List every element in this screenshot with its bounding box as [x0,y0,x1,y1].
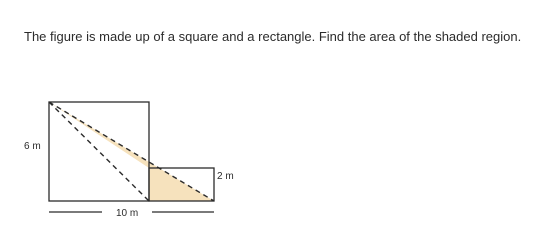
dashed-line-to-rect-corner [49,102,149,201]
label-square-side: 6 m [24,141,41,152]
question-text: The figure is made up of a square and a rectangle. Find the area of the shaded region. [24,29,522,44]
label-bottom-width: 10 m [116,208,139,219]
label-rectangle-height: 2 m [217,171,234,182]
